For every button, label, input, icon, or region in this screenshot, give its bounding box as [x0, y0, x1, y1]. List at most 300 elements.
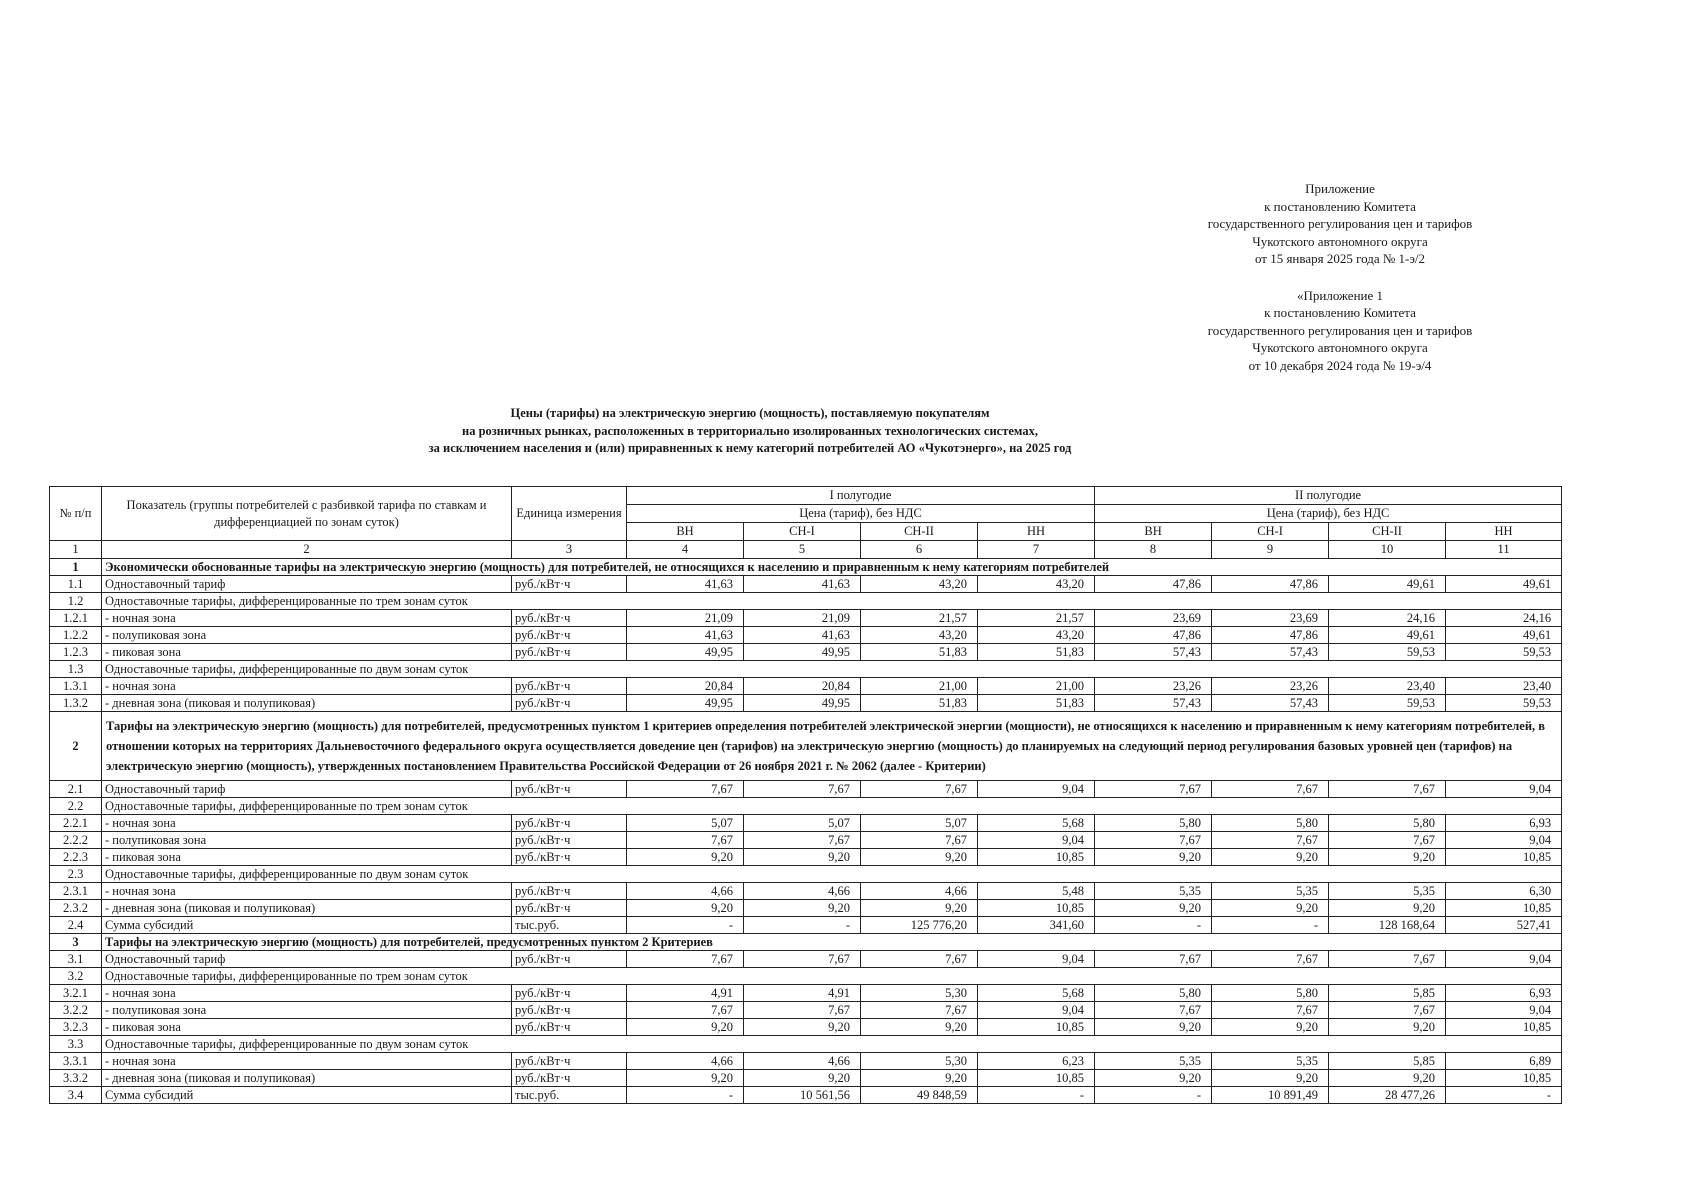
row-value: 49,95	[627, 695, 744, 712]
row-value: 59,53	[1446, 644, 1562, 661]
table-row	[50, 781, 1562, 798]
row-number: 2.1	[50, 781, 102, 798]
row-value: -	[744, 917, 861, 934]
row-value: 23,26	[1095, 678, 1212, 695]
row-value: 125 776,20	[861, 917, 978, 934]
row-value: 49,95	[627, 644, 744, 661]
row-value: 5,30	[861, 1053, 978, 1070]
row-value: 41,63	[627, 576, 744, 593]
row-value: 4,66	[627, 1053, 744, 1070]
row-value: -	[1212, 917, 1329, 934]
row-value: 10,85	[1446, 1019, 1562, 1036]
row-unit: руб./кВт·ч	[512, 678, 627, 695]
table-row	[50, 593, 1562, 610]
row-value: 5,80	[1212, 815, 1329, 832]
row-value: 28 477,26	[1329, 1087, 1446, 1104]
row-value: 9,20	[744, 1070, 861, 1087]
header-level: НН	[978, 523, 1095, 541]
section-label: Экономически обоснованные тарифы на электрическую энергию (мощность) для потребителей, не относящихся к населению и приравненным к нему категориям потребителей	[102, 559, 1562, 576]
row-label: - пиковая зона	[102, 644, 512, 661]
column-number: 10	[1329, 541, 1446, 559]
row-value: 43,20	[978, 576, 1095, 593]
column-number: 3	[512, 541, 627, 559]
row-label: - дневная зона (пиковая и полупиковая)	[102, 695, 512, 712]
approval-line: Чукотского автономного округа	[1252, 233, 1428, 249]
group-label: Одноставочные тарифы, дифференцированные по двум зонам суток	[102, 661, 1562, 678]
approval-line: к постановлению Комитета	[1264, 305, 1416, 320]
row-value: -	[1095, 917, 1212, 934]
column-number: 11	[1446, 541, 1562, 559]
row-value: 41,63	[744, 576, 861, 593]
row-value: 47,86	[1212, 576, 1329, 593]
row-value: 21,00	[861, 678, 978, 695]
row-label: - полупиковая зона	[102, 627, 512, 644]
row-unit: руб./кВт·ч	[512, 900, 627, 917]
row-value: 527,41	[1446, 917, 1562, 934]
row-value: 24,16	[1446, 610, 1562, 627]
row-label: - ночная зона	[102, 883, 512, 900]
row-value: 5,07	[861, 815, 978, 832]
row-value: 59,53	[1329, 644, 1446, 661]
row-value: 21,09	[744, 610, 861, 627]
header-price: Цена (тариф), без НДС	[627, 505, 1095, 523]
table-body	[50, 559, 1562, 1104]
row-value: 7,67	[861, 781, 978, 798]
group-label: Одноставочные тарифы, дифференцированные по двум зонам суток	[102, 866, 1562, 883]
header-price: Цена (тариф), без НДС	[1095, 505, 1562, 523]
title-line: за исключением населения и (или) приравненных к нему категорий потребителей АО «Чукотэнерго», на 2025 год	[428, 441, 1072, 455]
row-value: 10,85	[978, 1070, 1095, 1087]
row-value: 10,85	[978, 849, 1095, 866]
table-row	[50, 1070, 1562, 1087]
row-value: 7,67	[1329, 781, 1446, 798]
row-value: 9,20	[1212, 1019, 1329, 1036]
row-unit: руб./кВт·ч	[512, 849, 627, 866]
row-number: 3.1	[50, 951, 102, 968]
row-value: 9,04	[978, 781, 1095, 798]
row-value: 5,80	[1095, 815, 1212, 832]
row-label: Сумма субсидий	[102, 917, 512, 934]
row-value: -	[627, 917, 744, 934]
section-number: 2	[50, 712, 102, 781]
table-row	[50, 678, 1562, 695]
row-label: - пиковая зона	[102, 849, 512, 866]
row-value: 9,20	[627, 1070, 744, 1087]
row-value: 7,67	[744, 832, 861, 849]
row-unit: тыс.руб.	[512, 917, 627, 934]
row-value: 6,89	[1446, 1053, 1562, 1070]
row-value: 49,61	[1329, 627, 1446, 644]
row-value: 5,35	[1329, 883, 1446, 900]
row-value: 7,67	[744, 951, 861, 968]
row-value: 7,67	[1329, 951, 1446, 968]
header-level: СН-II	[1329, 523, 1446, 541]
row-value: 9,20	[1212, 900, 1329, 917]
title-line: на розничных рынках, расположенных в территориально изолированных технологических системах,	[462, 423, 1038, 438]
column-number: 2	[102, 541, 512, 559]
table-row	[50, 815, 1562, 832]
table-row	[50, 559, 1562, 576]
row-label: - ночная зона	[102, 815, 512, 832]
row-value: 7,67	[627, 781, 744, 798]
row-unit: руб./кВт·ч	[512, 1053, 627, 1070]
row-value: 9,20	[861, 1019, 978, 1036]
row-value: 5,85	[1329, 1053, 1446, 1070]
row-value: 5,35	[1212, 883, 1329, 900]
row-value: 10 891,49	[1212, 1087, 1329, 1104]
row-value: 9,20	[744, 900, 861, 917]
row-value: 7,67	[627, 951, 744, 968]
row-value: 10,85	[1446, 849, 1562, 866]
row-label: - дневная зона (пиковая и полупиковая)	[102, 900, 512, 917]
table-row	[50, 849, 1562, 866]
section-label: Тарифы на электрическую энергию (мощность) для потребителей, предусмотренных пунктом 1 критериев определения потребителей электрической энергии (мощности), не относящихся к населению и приравненным к нему категориям потребителей, в отношении которых на территориях Дальневосточного федерального округа осуществляется доведение цен (тарифов) на электрическую энергию (мощность) до планируемых на следующий период регулирования базовых уровней цен (тарифов) на электрическую энергию (мощность), утвержденных постановлением Правительства Российской Федерации от 26 ноября 2021 г. № 2062 (далее - Критерии)	[102, 712, 1562, 781]
row-value: 9,20	[1329, 1019, 1446, 1036]
row-unit: руб./кВт·ч	[512, 627, 627, 644]
title-line: Цены (тарифы) на электрическую энергию (мощность), поставляемую покупателям	[510, 406, 990, 420]
row-value: 57,43	[1095, 644, 1212, 661]
row-unit: руб./кВт·ч	[512, 832, 627, 849]
approval-line: к постановлению Комитета	[1264, 198, 1416, 214]
row-value: 51,83	[978, 695, 1095, 712]
row-value: 7,67	[744, 781, 861, 798]
header-num: № п/п	[50, 487, 102, 541]
row-value: 4,66	[744, 1053, 861, 1070]
row-value: 7,67	[1212, 1002, 1329, 1019]
header-level: НН	[1446, 523, 1562, 541]
table-row	[50, 1019, 1562, 1036]
row-value: 5,80	[1329, 815, 1446, 832]
row-value: 7,67	[1095, 832, 1212, 849]
row-value: 24,16	[1329, 610, 1446, 627]
row-value: 5,68	[978, 815, 1095, 832]
row-label: - полупиковая зона	[102, 1002, 512, 1019]
row-value: 7,67	[1095, 951, 1212, 968]
approval-line: от 10 декабря 2024 года № 19-э/4	[1248, 357, 1432, 373]
row-number: 2.2	[50, 798, 102, 815]
approval-line: Приложение	[1305, 181, 1375, 196]
table-row	[50, 661, 1562, 678]
row-number: 1.1	[50, 576, 102, 593]
row-value: 9,20	[744, 849, 861, 866]
table-row	[50, 900, 1562, 917]
row-value: 7,67	[861, 951, 978, 968]
row-unit: руб./кВт·ч	[512, 576, 627, 593]
row-value: 9,20	[1212, 1070, 1329, 1087]
row-value: 9,20	[1212, 849, 1329, 866]
column-number: 1	[50, 541, 102, 559]
row-value: 4,66	[627, 883, 744, 900]
row-value: 9,04	[978, 951, 1095, 968]
row-label: - ночная зона	[102, 610, 512, 627]
row-value: 6,93	[1446, 815, 1562, 832]
table-row	[50, 712, 1562, 781]
row-unit: руб./кВт·ч	[512, 695, 627, 712]
document-title	[300, 405, 1200, 458]
row-value: 23,40	[1446, 678, 1562, 695]
row-unit: руб./кВт·ч	[512, 1070, 627, 1087]
row-value: 5,80	[1095, 985, 1212, 1002]
row-value: 10,85	[1446, 1070, 1562, 1087]
row-number: 1.2	[50, 593, 102, 610]
row-value: 9,20	[861, 1070, 978, 1087]
row-value: 43,20	[978, 627, 1095, 644]
row-value: 9,20	[1095, 900, 1212, 917]
row-value: 7,67	[1095, 1002, 1212, 1019]
approval-line: «Приложение 1	[1296, 287, 1384, 303]
row-label: - ночная зона	[102, 678, 512, 695]
row-value: 43,20	[861, 576, 978, 593]
row-unit: руб./кВт·ч	[512, 644, 627, 661]
row-value: 5,30	[861, 985, 978, 1002]
section-label: Тарифы на электрическую энергию (мощность) для потребителей, предусмотренных пунктом 2 Критериев	[102, 934, 1562, 951]
row-value: 21,00	[978, 678, 1095, 695]
row-value: 9,20	[744, 1019, 861, 1036]
table-row	[50, 644, 1562, 661]
column-number: 7	[978, 541, 1095, 559]
row-value: 49,61	[1446, 576, 1562, 593]
row-value: 9,04	[1446, 781, 1562, 798]
row-label: - полупиковая зона	[102, 832, 512, 849]
row-value: 7,67	[1329, 1002, 1446, 1019]
column-number: 6	[861, 541, 978, 559]
row-number: 1.2.3	[50, 644, 102, 661]
row-value: 9,20	[1329, 849, 1446, 866]
header-level: СН-I	[1212, 523, 1329, 541]
table-row	[50, 1036, 1562, 1053]
column-number-row	[50, 541, 1562, 559]
row-unit: руб./кВт·ч	[512, 815, 627, 832]
row-value: 4,66	[744, 883, 861, 900]
row-value: 41,63	[627, 627, 744, 644]
table-row	[50, 832, 1562, 849]
row-number: 2.2.1	[50, 815, 102, 832]
row-value: 5,07	[627, 815, 744, 832]
table-row	[50, 576, 1562, 593]
row-value: 9,20	[627, 849, 744, 866]
table-row	[50, 951, 1562, 968]
row-value: 49,95	[744, 644, 861, 661]
row-value: 5,35	[1095, 883, 1212, 900]
row-value: 341,60	[978, 917, 1095, 934]
row-value: 6,23	[978, 1053, 1095, 1070]
row-number: 2.2.2	[50, 832, 102, 849]
table-row	[50, 610, 1562, 627]
table-row	[50, 883, 1562, 900]
column-number: 4	[627, 541, 744, 559]
row-value: 47,86	[1095, 627, 1212, 644]
approval-line: от 15 января 2025 года № 1-э/2	[1254, 251, 1426, 266]
row-value: 57,43	[1095, 695, 1212, 712]
table-row	[50, 695, 1562, 712]
row-value: 7,67	[1329, 832, 1446, 849]
row-value: -	[627, 1087, 744, 1104]
table-row	[50, 917, 1562, 934]
row-value: 59,53	[1446, 695, 1562, 712]
row-number: 1.3.1	[50, 678, 102, 695]
row-number: 2.4	[50, 917, 102, 934]
table-row	[50, 934, 1562, 951]
row-label: Сумма субсидий	[102, 1087, 512, 1104]
row-unit: руб./кВт·ч	[512, 610, 627, 627]
header-level: ВН	[1095, 523, 1212, 541]
row-value: 49,61	[1446, 627, 1562, 644]
tariff-table	[49, 486, 1562, 1104]
table-row	[50, 1002, 1562, 1019]
row-value: 9,20	[1095, 1070, 1212, 1087]
row-value: 9,04	[1446, 832, 1562, 849]
row-value: 7,67	[1212, 781, 1329, 798]
row-value: 9,04	[1446, 951, 1562, 968]
row-number: 3.3.2	[50, 1070, 102, 1087]
row-value: 9,20	[1329, 900, 1446, 917]
row-value: 9,04	[978, 832, 1095, 849]
row-unit: руб./кВт·ч	[512, 1002, 627, 1019]
row-value: 5,68	[978, 985, 1095, 1002]
row-value: -	[1446, 1087, 1562, 1104]
row-value: 5,07	[744, 815, 861, 832]
column-number: 8	[1095, 541, 1212, 559]
row-value: 49,95	[744, 695, 861, 712]
row-value: 5,48	[978, 883, 1095, 900]
row-value: 20,84	[744, 678, 861, 695]
row-value: 49 848,59	[861, 1087, 978, 1104]
row-value: 7,67	[627, 832, 744, 849]
table-row	[50, 985, 1562, 1002]
row-value: 20,84	[627, 678, 744, 695]
row-value: 47,86	[1095, 576, 1212, 593]
row-value: 57,43	[1212, 695, 1329, 712]
row-label: Одноставочный тариф	[102, 781, 512, 798]
group-label: Одноставочные тарифы, дифференцированные по трем зонам суток	[102, 968, 1562, 985]
row-value: 9,04	[1446, 1002, 1562, 1019]
row-number: 3.2.2	[50, 1002, 102, 1019]
row-value: 4,66	[861, 883, 978, 900]
header-indicator: Показатель (группы потребителей с разбивкой тарифа по ставкам и дифференциацией по зонам суток)	[102, 487, 512, 541]
header-half2: II полугодие	[1095, 487, 1562, 505]
row-value: 7,67	[1212, 951, 1329, 968]
row-value: 49,61	[1329, 576, 1446, 593]
section-number: 3	[50, 934, 102, 951]
table-row	[50, 968, 1562, 985]
row-value: 9,20	[1095, 849, 1212, 866]
row-value: 41,63	[744, 627, 861, 644]
row-value: 51,83	[861, 644, 978, 661]
column-number: 5	[744, 541, 861, 559]
row-value: 10,85	[978, 900, 1095, 917]
group-label: Одноставочные тарифы, дифференцированные по трем зонам суток	[102, 798, 1562, 815]
row-value: 9,20	[1095, 1019, 1212, 1036]
row-number: 1.2.2	[50, 627, 102, 644]
row-unit: руб./кВт·ч	[512, 985, 627, 1002]
row-value: 9,20	[627, 900, 744, 917]
row-value: 10,85	[1446, 900, 1562, 917]
row-value: 21,09	[627, 610, 744, 627]
table-header	[50, 487, 1562, 559]
row-value: 9,20	[861, 900, 978, 917]
header-unit: Единица измерения	[512, 487, 627, 541]
row-value: 9,20	[861, 849, 978, 866]
row-value: 23,69	[1212, 610, 1329, 627]
row-number: 2.3	[50, 866, 102, 883]
row-number: 1.2.1	[50, 610, 102, 627]
row-label: - пиковая зона	[102, 1019, 512, 1036]
row-unit: руб./кВт·ч	[512, 883, 627, 900]
row-number: 3.3	[50, 1036, 102, 1053]
table-row	[50, 798, 1562, 815]
header-half1: I полугодие	[627, 487, 1095, 505]
table-row	[50, 1087, 1562, 1104]
approval-line: государственного регулирования цен и тарифов	[1207, 322, 1473, 338]
row-value: 7,67	[1095, 781, 1212, 798]
row-value: 47,86	[1212, 627, 1329, 644]
group-label: Одноставочные тарифы, дифференцированные по трем зонам суток	[102, 593, 1562, 610]
row-value: 7,67	[1212, 832, 1329, 849]
row-label: Одноставочный тариф	[102, 951, 512, 968]
row-unit: руб./кВт·ч	[512, 1019, 627, 1036]
row-value: 7,67	[861, 832, 978, 849]
row-value: 4,91	[627, 985, 744, 1002]
group-label: Одноставочные тарифы, дифференцированные по двум зонам суток	[102, 1036, 1562, 1053]
row-value: 128 168,64	[1329, 917, 1446, 934]
row-value: 23,26	[1212, 678, 1329, 695]
approval-stamp	[1130, 180, 1550, 374]
row-value: -	[1095, 1087, 1212, 1104]
row-unit: руб./кВт·ч	[512, 781, 627, 798]
row-value: 5,80	[1212, 985, 1329, 1002]
row-value: 51,83	[861, 695, 978, 712]
row-value: 7,67	[861, 1002, 978, 1019]
header-level: СН-II	[861, 523, 978, 541]
row-number: 3.2.3	[50, 1019, 102, 1036]
table-row	[50, 1053, 1562, 1070]
row-number: 1.3	[50, 661, 102, 678]
header-level: ВН	[627, 523, 744, 541]
row-value: 5,85	[1329, 985, 1446, 1002]
row-value: 10 561,56	[744, 1087, 861, 1104]
row-number: 2.3.1	[50, 883, 102, 900]
row-value: 7,67	[627, 1002, 744, 1019]
approval-line: Чукотского автономного округа	[1252, 340, 1428, 355]
header-level: СН-I	[744, 523, 861, 541]
row-unit: тыс.руб.	[512, 1087, 627, 1104]
row-label: - дневная зона (пиковая и полупиковая)	[102, 1070, 512, 1087]
table-row	[50, 627, 1562, 644]
row-number: 2.3.2	[50, 900, 102, 917]
row-value: 43,20	[861, 627, 978, 644]
row-value: 23,69	[1095, 610, 1212, 627]
row-label: - ночная зона	[102, 985, 512, 1002]
row-value: 5,35	[1095, 1053, 1212, 1070]
table-row	[50, 866, 1562, 883]
row-value: 21,57	[861, 610, 978, 627]
row-number: 3.2.1	[50, 985, 102, 1002]
row-value: -	[978, 1087, 1095, 1104]
row-number: 3.2	[50, 968, 102, 985]
approval-line: государственного регулирования цен и тарифов	[1207, 216, 1473, 231]
column-number: 9	[1212, 541, 1329, 559]
row-value: 4,91	[744, 985, 861, 1002]
row-value: 57,43	[1212, 644, 1329, 661]
row-value: 51,83	[978, 644, 1095, 661]
row-number: 1.3.2	[50, 695, 102, 712]
row-number: 3.4	[50, 1087, 102, 1104]
row-value: 10,85	[978, 1019, 1095, 1036]
row-number: 3.3.1	[50, 1053, 102, 1070]
row-unit: руб./кВт·ч	[512, 951, 627, 968]
row-value: 9,20	[627, 1019, 744, 1036]
section-number: 1	[50, 559, 102, 576]
